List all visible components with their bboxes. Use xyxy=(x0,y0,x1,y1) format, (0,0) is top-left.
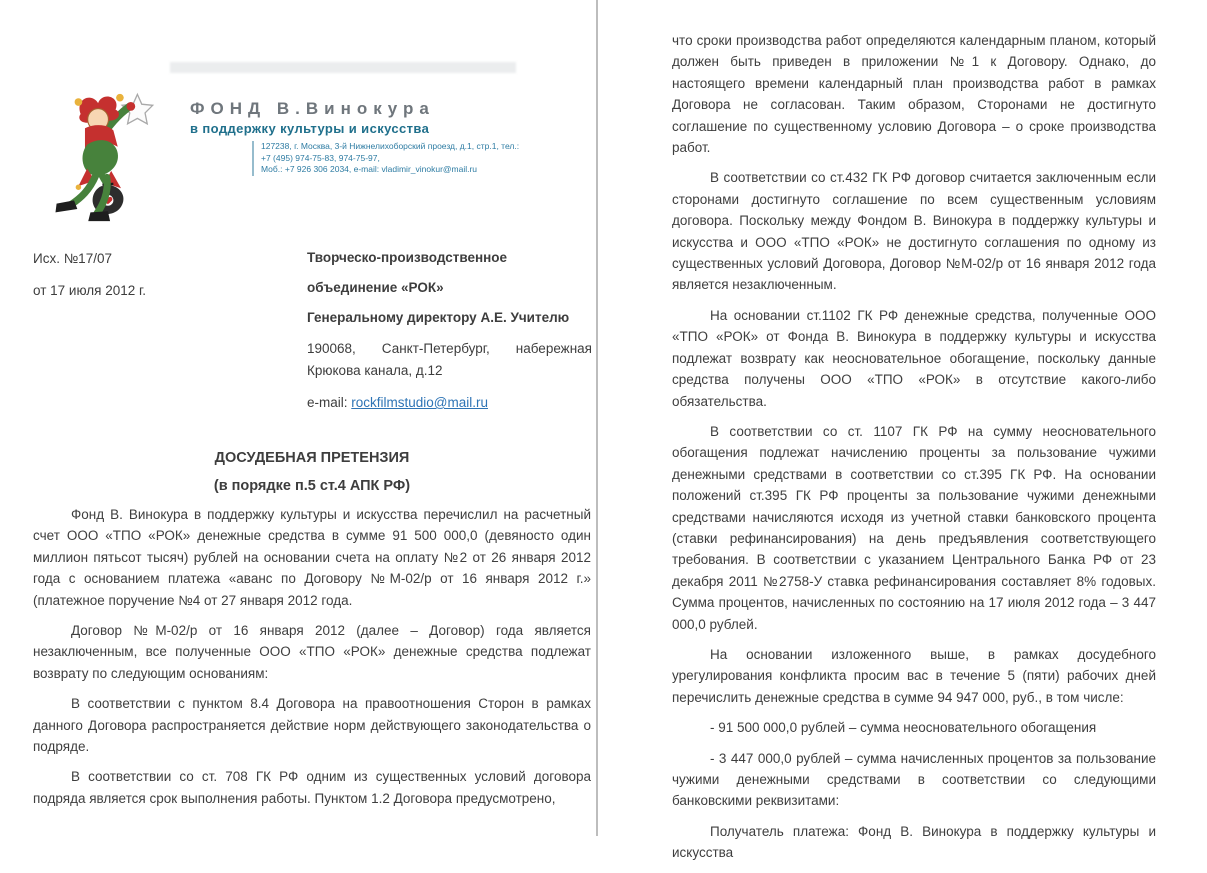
paragraph: В соответствии со ст. 1107 ГК РФ на сумму неосновательного обогащения подлежат начислению проценты за пользование чужими денежными средствами в соответствии со ст.395 ГК РФ. На основании положений ст.395 ГК РФ проценты за пользование чужими денежными средствами начисляются исходя из учетной ставки банковского процента (ставки рефинансирования) на день предъявления соответствующего требования. В соответствии с указанием Центрального Банка РФ от 23 декабря 2011 №2758-У ставка рефинансирования составляет 8% годовых. Сумма процентов, начисленных по состоянию на 17 июля 2012 года – 3 447 000,0 рублей. xyxy=(672,423,1156,632)
paragraph: На основании изложенного выше, в рамках досудебного урегулирования конфликта просим вас в течение 5 (пяти) рабочих дней перечислить денежные средства в сумме 94 947 000, руб., в том числе: xyxy=(672,646,1156,705)
claim-amount-item: - 91 500 000,0 рублей – сумма неосновательного обогащения xyxy=(710,720,1097,736)
scan-artifact-strip xyxy=(170,62,516,73)
recipient-email-link[interactable]: rockfilmstudio@mail.ru xyxy=(351,395,488,410)
payee-line: Получатель платежа: Фонд В. Винокура в поддержку культуры и искусства xyxy=(672,823,1156,861)
recipient-email-row xyxy=(307,394,592,412)
fund-logo xyxy=(40,90,178,232)
paragraph: В соответствии со ст. 708 ГК РФ одним из существенных условий договора подряда является срок выполнения работы. Пунктом 1.2 Договора предусмотрено, xyxy=(33,769,591,806)
recipient-email-label: e-mail: xyxy=(307,395,352,410)
paragraph: Договор №М-02/р от 16 января 2012 (далее – Договор) года является незаключенным, все полученные ООО «ТПО «РОК» денежные средства подлежат возврату по следующим основаниям: xyxy=(33,623,591,681)
recipient-director: Генеральному директору А.Е. Учителю xyxy=(307,310,570,325)
outgoing-ref-date: от 17 июля 2012 г. xyxy=(33,283,147,298)
page-2-body xyxy=(672,30,1156,873)
paragraph: Фонд В. Винокура в поддержку культуры и искусства перечислил на расчетный счет ООО «ТПО «РОК» денежные средства в сумме 91 500 000,0 (девяносто один миллион пятьсот тысяч) рублей на основании счета на оплату №2 от 26 января 2012 года с основанием платежа «аванс по Договору №М-02/р от 16 января 2012 г.» (платежное поручение №4 от 27 января 2012 года. xyxy=(33,507,591,608)
paragraph: В соответствии со ст.432 ГК РФ договор считается заключенным если сторонами достигнуто соглашение по всем существенным условиям договора. Поскольку между Фондом В. Винокура в поддержку культуры и искусства и ООО «ТПО «РОК» не достигнуто соглашения по одному из существенных условий Договора, Договор №М-02/р от 16 января 2012 года является незаключенным. xyxy=(672,170,1156,293)
fund-address-line2: Моб.: +7 926 306 2034, e-mail: vladimir_vinokur@mail.ru xyxy=(261,164,478,174)
recipient-org-line1: Творческо-производственное xyxy=(307,250,508,265)
recipient-address: 190068, Санкт-Петербург, набережная Крюкова канала, д.12 xyxy=(307,341,592,378)
fund-tagline: в поддержку культуры и искусства xyxy=(190,121,430,136)
paragraph: что сроки производства работ определяются календарным планом, который должен быть приведен в приложении №1 к Договору. Однако, до настоящего времени календарный план производства работ в рамках Договора не согласован. Таким образом, Сторонами не достигнуто соглашение по существенному условию Договора – о сроке производства работ. xyxy=(672,33,1156,156)
fund-address-block xyxy=(252,141,522,176)
paragraph: В соответствии с пунктом 8.4 Договора на правоотношения Сторон в рамках данного Договора распространяется действие норм действующего законодательства о подряде. xyxy=(33,696,591,755)
page-1-body xyxy=(33,450,591,818)
fund-address-line1: 127238, г. Москва, 3-й Нижнелихоборский проезд, д.1, стр.1, тел.: +7 (495) 974-75-83, 974-75-97, xyxy=(261,141,520,163)
page-divider xyxy=(596,0,598,836)
document-title: ДОСУДЕБНАЯ ПРЕТЕНЗИЯ xyxy=(214,450,410,466)
jester-logo-icon xyxy=(40,90,178,232)
document-subtitle: (в порядке п.5 ст.4 АПК РФ) xyxy=(213,478,411,494)
recipient-block xyxy=(307,249,592,412)
outgoing-ref-number: Исх. №17/07 xyxy=(33,251,112,266)
claim-amount-item: - 3 447 000,0 рублей – сумма начисленных процентов за пользование чужими денежными средствами в соответствии со следующими банковскими реквизитами: xyxy=(672,750,1156,809)
recipient-org-line2: объединение «РОК» xyxy=(307,280,444,295)
fund-name: ФОНД В.Винокура xyxy=(190,99,435,118)
paragraph: На основании ст.1102 ГК РФ денежные средства, полученные ООО «ТПО «РОК» от Фонда В. Винокура в поддержку культуры и искусства подлежат возврату как неосновательное обогащение, поскольку данные средства получены ООО «ТПО «РОК» в отсутствие какого-либо обязательства. xyxy=(672,307,1156,409)
